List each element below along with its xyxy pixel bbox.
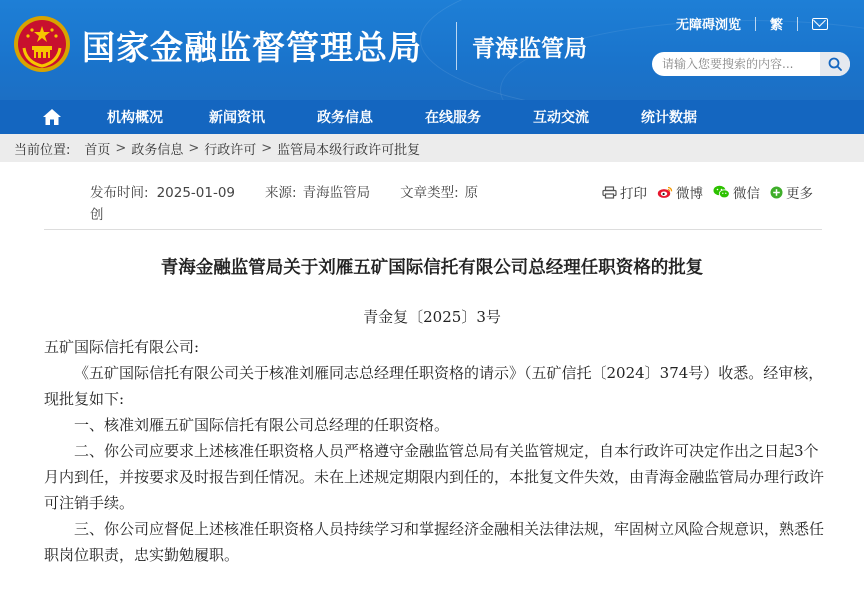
nav-home[interactable] bbox=[28, 100, 76, 134]
weibo-icon bbox=[657, 185, 673, 199]
print-button[interactable] bbox=[602, 182, 647, 202]
breadcrumb-item[interactable]: 监管局本级行政许可批复 bbox=[277, 142, 421, 158]
breadcrumb-separator: > bbox=[115, 140, 127, 156]
nav-item-online-service[interactable]: 在线服务 bbox=[425, 110, 481, 126]
nav-item-statistics[interactable]: 统计数据 bbox=[641, 110, 697, 126]
wechat-share-button[interactable] bbox=[713, 182, 760, 202]
type-value-continued: 创 bbox=[90, 207, 104, 223]
paragraph: 三、你公司应督促上述核准任职资格人员持续学习和掌握经济金融相关法律法规，牢固树立风险合规意识，熟悉任职岗位职责，忠实勤勉履职。 bbox=[44, 520, 825, 564]
breadcrumb-item[interactable]: 政务信息 bbox=[131, 142, 184, 158]
salutation: 五矿国际信托有限公司: bbox=[44, 338, 200, 356]
type-label: 文章类型: bbox=[400, 185, 459, 201]
bureau-subtitle: 青海监管局 bbox=[472, 36, 587, 62]
search-input[interactable] bbox=[662, 57, 822, 71]
search-box bbox=[652, 52, 850, 76]
paragraph: 《五矿国际信托有限公司关于核准刘雁同志总经理任职资格的请示》（五矿信托〔2024〕374号）收悉。经审核，现批复如下: bbox=[44, 364, 824, 408]
mail-icon[interactable] bbox=[812, 18, 828, 30]
traditional-chinese-link[interactable]: 繁 bbox=[770, 18, 784, 33]
nav-item-interaction[interactable]: 互动交流 bbox=[533, 110, 589, 126]
source-label: 来源: bbox=[265, 185, 297, 201]
site-title: 国家金融监督管理总局 bbox=[82, 28, 422, 67]
breadcrumb-prefix: 当前位置: bbox=[14, 142, 71, 158]
weibo-label: 微博 bbox=[676, 186, 703, 202]
divider-line bbox=[44, 229, 822, 230]
search-icon bbox=[828, 57, 842, 71]
document-number: 青金复〔2025〕3号 bbox=[363, 308, 501, 326]
more-label: 更多 bbox=[786, 186, 813, 202]
plus-circle-icon bbox=[770, 186, 783, 199]
site-header bbox=[0, 0, 864, 100]
more-share-button[interactable] bbox=[770, 182, 813, 202]
type-value: 原 bbox=[464, 185, 479, 201]
accessible-browse-link[interactable]: 无障碍浏览 bbox=[676, 18, 742, 33]
breadcrumb-item[interactable]: 行政许可 bbox=[204, 142, 257, 158]
article-meta bbox=[90, 182, 478, 226]
breadcrumb-item[interactable]: 首页 bbox=[84, 142, 111, 158]
top-links bbox=[676, 14, 828, 33]
divider bbox=[755, 17, 756, 31]
nav-item-government-info[interactable]: 政务信息 bbox=[317, 110, 373, 126]
breadcrumb-separator: > bbox=[188, 140, 200, 156]
wechat-icon bbox=[713, 185, 730, 199]
publish-label: 发布时间: bbox=[90, 185, 149, 201]
nav-item-about[interactable]: 机构概况 bbox=[107, 110, 163, 126]
source-value: 青海监管局 bbox=[302, 185, 371, 201]
nav-item-news[interactable]: 新闻资讯 bbox=[209, 110, 265, 126]
printer-icon bbox=[602, 186, 617, 199]
print-label: 打印 bbox=[620, 186, 647, 202]
article-title: 青海金融监管局关于刘雁五矿国际信托有限公司总经理任职资格的批复 bbox=[160, 258, 704, 278]
weibo-share-button[interactable] bbox=[657, 182, 703, 202]
divider bbox=[797, 17, 798, 31]
wechat-label: 微信 bbox=[733, 186, 760, 202]
title-divider bbox=[456, 22, 457, 70]
home-icon bbox=[42, 108, 62, 126]
national-emblem-icon bbox=[12, 14, 72, 74]
paragraph: 二、你公司应要求上述核准任职资格人员严格遵守金融监管总局有关监管规定，自本行政许可决定作出之日起3个月内到任，并按要求及时报告到任情况。未在上述规定期限内到任的，本批复文件失效，由青海金融监管局办理行政许可注销手续。 bbox=[44, 442, 825, 512]
main-nav bbox=[0, 100, 864, 134]
search-button[interactable] bbox=[820, 52, 850, 76]
share-toolbar bbox=[602, 182, 823, 202]
breadcrumb bbox=[0, 134, 864, 162]
breadcrumb-separator: > bbox=[261, 140, 273, 156]
article-body bbox=[44, 334, 824, 568]
publish-date: 2025-01-09 bbox=[156, 185, 236, 201]
paragraph: 一、核准刘雁五矿国际信托有限公司总经理的任职资格。 bbox=[74, 416, 450, 434]
